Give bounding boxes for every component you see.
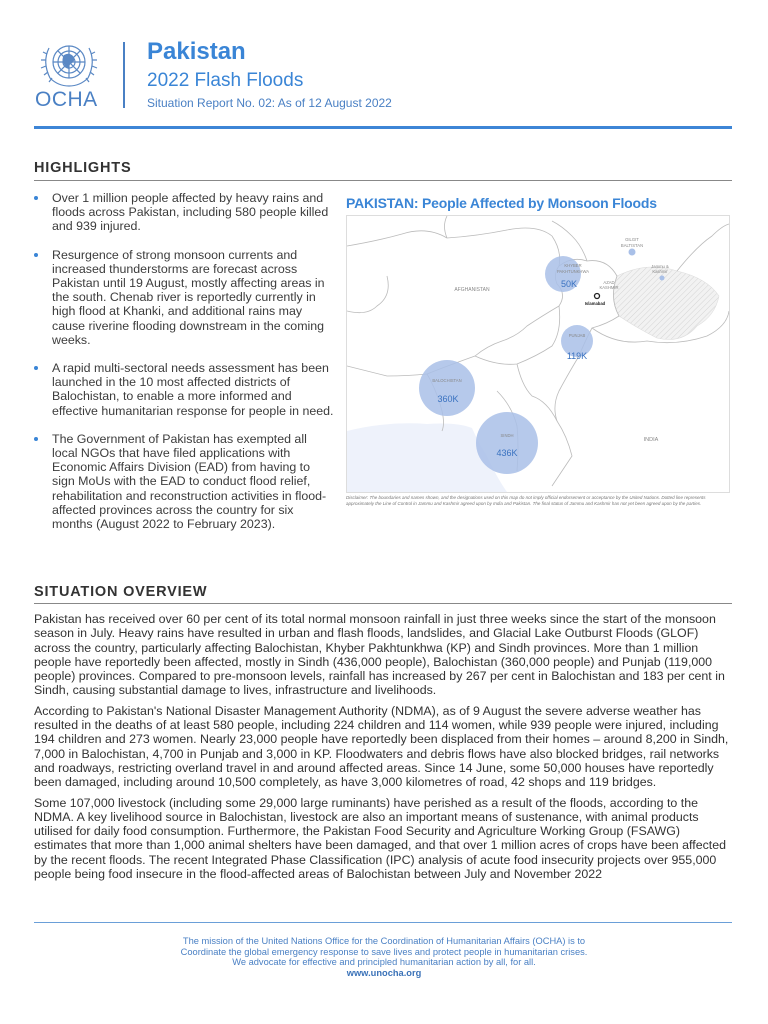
overview-rule bbox=[34, 603, 732, 604]
footer-rule bbox=[34, 922, 732, 923]
highlights-list bbox=[34, 191, 334, 545]
overview-paragraph: Pakistan has received over 60 per cent of its total normal monsoon rainfall in just three weeks since the start of the monsoon season in July. Heavy rains have resulted in urban and flash floods, landslides, and Glacial Lake Outburst Floods (GLOF) across the country, particularly affecting Balochistan, Khyber Pakhtunkhwa (KP) and Sindh provinces. More than 1 million people have reportedly been affected, mostly in Sindh (436,000 people), Balochistan (360,000 people) and Punjab (119,000 people) provinces. Compared to pre-monsoon levels, rainfall has increased by 267 per cent in Balochistan and 183 per cent in Sindh, causing substantial damage to lives, infrastructure and livelihoods. bbox=[34, 612, 725, 698]
bullet-icon bbox=[34, 437, 38, 441]
label-kashmir: Kashmir bbox=[652, 269, 668, 274]
islamabad-marker-icon bbox=[595, 294, 600, 299]
footer-mission-line2: Coordinate the global emergency response to save lives and protect people in humanitarian crises. bbox=[180, 946, 588, 957]
bullet-icon bbox=[34, 196, 38, 200]
page-subtitle: 2022 Flash Floods bbox=[147, 70, 304, 91]
label-kp-line1: KHYBER bbox=[564, 263, 582, 268]
value-sindh: 436K bbox=[496, 448, 518, 458]
value-kp: 50K bbox=[560, 279, 578, 289]
bullet-icon bbox=[34, 253, 38, 257]
label-azad-kashmir: KASHMIR bbox=[599, 285, 619, 290]
map-disclaimer: Disclaimer: The boundaries and names shown, and the designations used on this map do not imply official endorsement or acceptance by the United Nations. Dotted line represents approximately the Line of Control in Jammu and Kashmir agreed upon by India and Pakistan. The final status of Jammu and Kashmir has not yet been agreed upon by the parties. bbox=[346, 495, 706, 506]
gilgit-bubble bbox=[629, 249, 636, 256]
footer-mission-line1: The mission of the United Nations Office for the Coordination of Humanitarian Affairs (OCHA) is to bbox=[182, 936, 586, 946]
label-punjab: PUNJAB bbox=[568, 333, 586, 338]
overview-paragraph: According to Pakistan's National Disaster Management Authority (NDMA), as of 9 August the severe adverse weather has resulted in the deaths of at least 580 people, including 224 children and 114 women, while 939 people were injured, including 194 children and 273 women. Nearly 23,000 people have reportedly been displaced from their homes – around 8,200 in Sindh, 7,000 in Balochistan, 4,700 in Punjab and 3,000 in KP. Floodwaters and debris flows have also blocked bridges, rail networks and roadways, restricting overland travel in and around affected areas. Since 14 June, some 50,000 houses have reportedly been damaged, including around 10,500 completely, as have 3,000 kilometres of road, 42 shops and 119 bridges. bbox=[34, 703, 729, 790]
overview-paragraph: Some 107,000 livestock (including some 29,000 large ruminants) have perished as a result of the floods, according to the NDMA. A key livelihood source in Balochistan, livestock are also an important means of sustenance, with animal products utilised for daily food consumption. Furthermore, the Pakistan Food Security and Agriculture Working Group (FSAWG) estimates that more than 1,000 animal shelters have been damaged, and that over 1 million acres of crops have been affected by the recent floods. The recent Integrated Phase Classification (IPC) analysis of acute food insecurity projects over 955,000 people being food insecure in the flood-affected areas of Balochistan between July and November 2022 bbox=[34, 795, 727, 882]
highlight-text: Over 1 million people affected by heavy rains and floods across Pakistan, including 580 people killed and 939 injured. bbox=[52, 191, 329, 234]
balochistan-bubble bbox=[419, 360, 475, 416]
highlight-text: The Government of Pakistan has exempted all local NGOs that have filed applications with Economic Affairs Division (EAD) from having to sign MoUs with the EAD to conduct flood relief, rehabilitation and reconstruction activities in flood-affected provinces across the country for six months (August 2022 to February 2023). bbox=[52, 431, 327, 532]
highlight-text: A rapid multi-sectoral needs assessment has been launched in the 10 most affected districts of Balochistan, to enable a more informed and effective humanitarian response for people in need. bbox=[52, 361, 334, 418]
highlight-item bbox=[34, 432, 334, 531]
footer-mission-line3: We advocate for effective and principled humanitarian action by all, for all. bbox=[232, 957, 536, 968]
footer-website-link[interactable]: www.unocha.org bbox=[346, 967, 422, 978]
map-graphic bbox=[347, 216, 729, 492]
header-divider bbox=[123, 42, 125, 108]
kashmir-region bbox=[613, 267, 719, 340]
highlight-item bbox=[34, 361, 334, 418]
label-sindh: SINDH bbox=[500, 433, 514, 438]
highlights-heading: HIGHLIGHTS bbox=[34, 160, 132, 176]
value-punjab: 119K bbox=[566, 351, 588, 361]
jammu-bubble bbox=[660, 276, 665, 281]
page-title: Pakistan bbox=[147, 38, 246, 65]
label-islamabad: Islamabad bbox=[584, 301, 606, 306]
label-gilgit: GILGIT bbox=[625, 237, 639, 242]
label-jammu: Jammu & bbox=[651, 264, 669, 269]
value-balochistan: 360K bbox=[437, 394, 459, 404]
overview-body bbox=[34, 612, 734, 887]
label-baltistan: BALTISTAN bbox=[620, 243, 644, 248]
affected-people-map bbox=[346, 215, 730, 493]
sindh-bubble bbox=[476, 412, 538, 474]
header-rule bbox=[34, 126, 732, 129]
label-afghanistan: AFGHANISTAN bbox=[454, 287, 490, 293]
label-india: INDIA bbox=[643, 437, 659, 443]
bullet-icon bbox=[34, 366, 38, 370]
label-kp-line2: PAKHTUNKHWA bbox=[556, 269, 590, 274]
ocha-logo-text: OCHA bbox=[35, 88, 98, 111]
un-emblem-icon bbox=[34, 38, 104, 90]
highlight-item bbox=[34, 191, 334, 234]
overview-heading: SITUATION OVERVIEW bbox=[34, 584, 208, 600]
map-title: PAKISTAN: People Affected by Monsoon Floods bbox=[346, 195, 657, 211]
label-azad: AZAD bbox=[603, 280, 615, 285]
label-balochistan: BALOCHISTAN bbox=[432, 378, 462, 383]
report-number: Situation Report No. 02: As of 12 August 2022 bbox=[147, 96, 392, 110]
highlight-text: Resurgence of strong monsoon currents and increased thunderstorms are forecast across Pakistan until 19 August, mostly affecting areas in the south. Chenab river is reportedly currently in high flood at Khanki, and additional rains may cause riverine flooding downstream in the coming weeks. bbox=[52, 247, 325, 347]
highlights-rule bbox=[34, 180, 732, 181]
footer bbox=[120, 936, 648, 978]
highlight-item bbox=[34, 248, 334, 347]
